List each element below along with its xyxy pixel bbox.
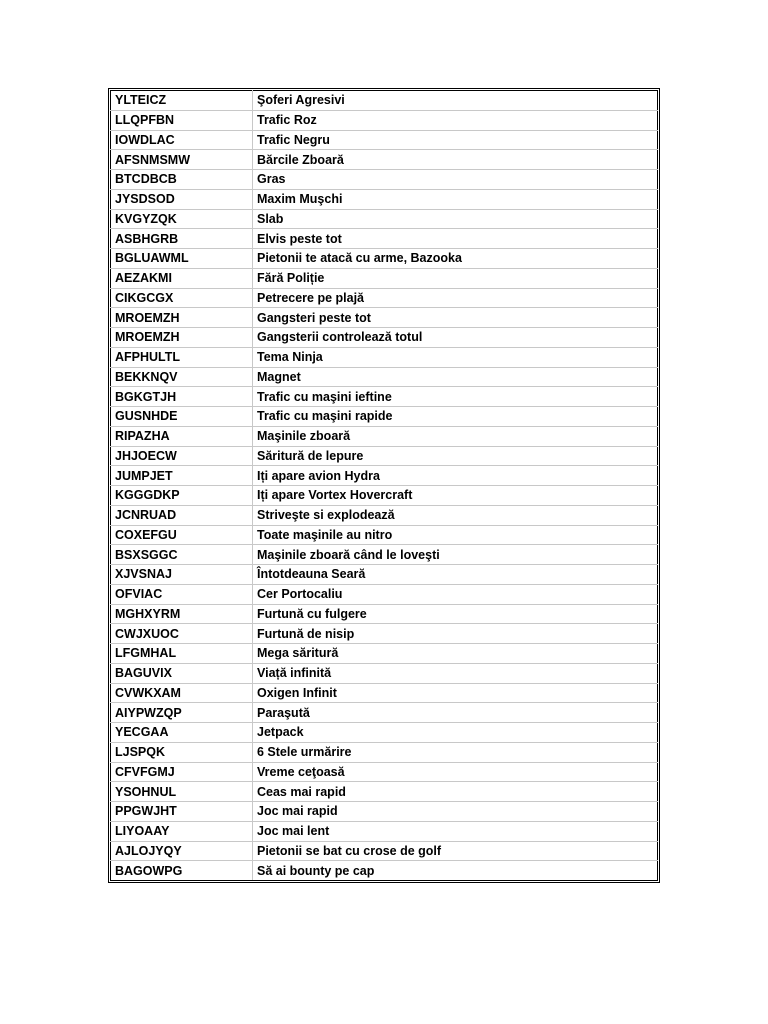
table-row	[111, 624, 658, 644]
cheat-effect-cell: Iți apare avion Hydra	[253, 466, 658, 486]
table-row	[111, 268, 658, 288]
cheat-effect-cell: Elvis peste tot	[253, 229, 658, 249]
table-row	[111, 604, 658, 624]
cheat-code-cell: LJSPQK	[111, 742, 253, 762]
cheat-code-cell: RIPAZHA	[111, 426, 253, 446]
cheat-code-cell: GUSNHDE	[111, 407, 253, 427]
table-row	[111, 328, 658, 348]
cheat-effect-cell: Fără Poliție	[253, 268, 658, 288]
cheat-code-cell: LFGMHAL	[111, 644, 253, 664]
cheat-code-cell: OFVIAC	[111, 584, 253, 604]
cheat-effect-cell: Vreme ceţoasă	[253, 762, 658, 782]
table-row	[111, 407, 658, 427]
cheat-effect-cell: Pietonii te atacă cu arme, Bazooka	[253, 249, 658, 269]
table-row	[111, 545, 658, 565]
cheat-effect-cell: Maşinile zboară când le loveşti	[253, 545, 658, 565]
table-row	[111, 486, 658, 506]
table-row	[111, 861, 658, 881]
table-row	[111, 150, 658, 170]
cheat-effect-cell: Să ai bounty pe cap	[253, 861, 658, 881]
table-row	[111, 209, 658, 229]
table-row	[111, 525, 658, 545]
cheat-effect-cell: Maşinile zboară	[253, 426, 658, 446]
cheat-code-cell: PPGWJHT	[111, 802, 253, 822]
table-row	[111, 802, 658, 822]
cheat-effect-cell: Bărcile Zboară	[253, 150, 658, 170]
cheat-effect-cell: Maxim Muşchi	[253, 189, 658, 209]
cheat-effect-cell: Întotdeauna Seară	[253, 565, 658, 585]
cheat-code-cell: LIYOAAY	[111, 821, 253, 841]
cheat-code-cell: JCNRUAD	[111, 505, 253, 525]
table-row	[111, 703, 658, 723]
cheat-code-cell: JHJOECW	[111, 446, 253, 466]
table-row	[111, 584, 658, 604]
table-row	[111, 644, 658, 664]
cheat-code-cell: AIYPWZQP	[111, 703, 253, 723]
table-row	[111, 130, 658, 150]
cheat-code-cell: BGLUAWML	[111, 249, 253, 269]
cheat-code-cell: AFPHULTL	[111, 347, 253, 367]
cheat-effect-cell: Magnet	[253, 367, 658, 387]
table-row	[111, 229, 658, 249]
table-row	[111, 841, 658, 861]
cheat-effect-cell: Săritură de lepure	[253, 446, 658, 466]
cheat-effect-cell: Mega săritură	[253, 644, 658, 664]
cheat-code-cell: COXEFGU	[111, 525, 253, 545]
cheat-effect-cell: Trafic cu maşini ieftine	[253, 387, 658, 407]
cheat-code-cell: BEKKNQV	[111, 367, 253, 387]
table-row	[111, 189, 658, 209]
table-row	[111, 308, 658, 328]
cheat-effect-cell: Gangsteri peste tot	[253, 308, 658, 328]
cheat-code-cell: YLTEICZ	[111, 91, 253, 111]
cheat-code-cell: XJVSNAJ	[111, 565, 253, 585]
cheat-code-cell: JUMPJET	[111, 466, 253, 486]
cheat-code-cell: AFSNMSMW	[111, 150, 253, 170]
cheat-effect-cell: Cer Portocaliu	[253, 584, 658, 604]
cheat-code-cell: BGKGTJH	[111, 387, 253, 407]
cheat-effect-cell: Petrecere pe plajă	[253, 288, 658, 308]
cheat-effect-cell: Trafic cu maşini rapide	[253, 407, 658, 427]
cheat-codes-body	[111, 91, 658, 881]
cheat-code-cell: CVWKXAM	[111, 683, 253, 703]
cheat-code-cell: KVGYZQK	[111, 209, 253, 229]
table-row	[111, 723, 658, 743]
table-row	[111, 742, 658, 762]
cheat-code-cell: JYSDSOD	[111, 189, 253, 209]
table-row	[111, 387, 658, 407]
cheat-effect-cell: Furtună de nisip	[253, 624, 658, 644]
table-row	[111, 505, 658, 525]
cheat-effect-cell: Tema Ninja	[253, 347, 658, 367]
cheat-effect-cell: Paraşută	[253, 703, 658, 723]
cheat-effect-cell: 6 Stele urmărire	[253, 742, 658, 762]
cheat-effect-cell: Joc mai lent	[253, 821, 658, 841]
cheat-effect-cell: Gras	[253, 170, 658, 190]
cheat-effect-cell: Furtună cu fulgere	[253, 604, 658, 624]
cheat-code-cell: CWJXUOC	[111, 624, 253, 644]
cheat-code-cell: IOWDLAC	[111, 130, 253, 150]
cheat-code-cell: BTCDBCB	[111, 170, 253, 190]
cheat-code-cell: AJLOJYQY	[111, 841, 253, 861]
cheat-code-cell: CIKGCGX	[111, 288, 253, 308]
table-row	[111, 782, 658, 802]
cheat-codes-table	[110, 90, 658, 881]
table-row	[111, 91, 658, 111]
cheat-code-cell: KGGGDKP	[111, 486, 253, 506]
cheat-code-cell: CFVFGMJ	[111, 762, 253, 782]
cheat-effect-cell: Gangsterii controlează totul	[253, 328, 658, 348]
cheat-code-cell: MROEMZH	[111, 308, 253, 328]
table-row	[111, 347, 658, 367]
table-row	[111, 446, 658, 466]
table-row	[111, 466, 658, 486]
cheat-code-cell: LLQPFBN	[111, 110, 253, 130]
table-row	[111, 110, 658, 130]
cheat-code-cell: BAGOWPG	[111, 861, 253, 881]
table-row	[111, 249, 658, 269]
cheat-effect-cell: Trafic Roz	[253, 110, 658, 130]
table-row	[111, 683, 658, 703]
table-row	[111, 170, 658, 190]
cheat-effect-cell: Pietonii se bat cu crose de golf	[253, 841, 658, 861]
cheat-code-cell: BSXSGGC	[111, 545, 253, 565]
cheat-effect-cell: Iți apare Vortex Hovercraft	[253, 486, 658, 506]
cheat-effect-cell: Jetpack	[253, 723, 658, 743]
cheat-effect-cell: Oxigen Infinit	[253, 683, 658, 703]
table-row	[111, 367, 658, 387]
table-row	[111, 663, 658, 683]
cheat-code-cell: YECGAA	[111, 723, 253, 743]
cheat-effect-cell: Ceas mai rapid	[253, 782, 658, 802]
cheat-effect-cell: Toate maşinile au nitro	[253, 525, 658, 545]
cheat-code-cell: YSOHNUL	[111, 782, 253, 802]
cheat-effect-cell: Trafic Negru	[253, 130, 658, 150]
cheat-effect-cell: Şoferi Agresivi	[253, 91, 658, 111]
cheat-code-cell: ASBHGRB	[111, 229, 253, 249]
table-row	[111, 565, 658, 585]
cheat-code-cell: BAGUVIX	[111, 663, 253, 683]
cheat-effect-cell: Joc mai rapid	[253, 802, 658, 822]
cheat-effect-cell: Slab	[253, 209, 658, 229]
cheat-effect-cell: Striveşte si explodează	[253, 505, 658, 525]
cheat-effect-cell: Viață infinită	[253, 663, 658, 683]
table-row	[111, 762, 658, 782]
table-row	[111, 288, 658, 308]
table-row	[111, 426, 658, 446]
cheat-code-cell: MROEMZH	[111, 328, 253, 348]
table-row	[111, 821, 658, 841]
cheat-code-cell: MGHXYRM	[111, 604, 253, 624]
cheat-code-cell: AEZAKMI	[111, 268, 253, 288]
